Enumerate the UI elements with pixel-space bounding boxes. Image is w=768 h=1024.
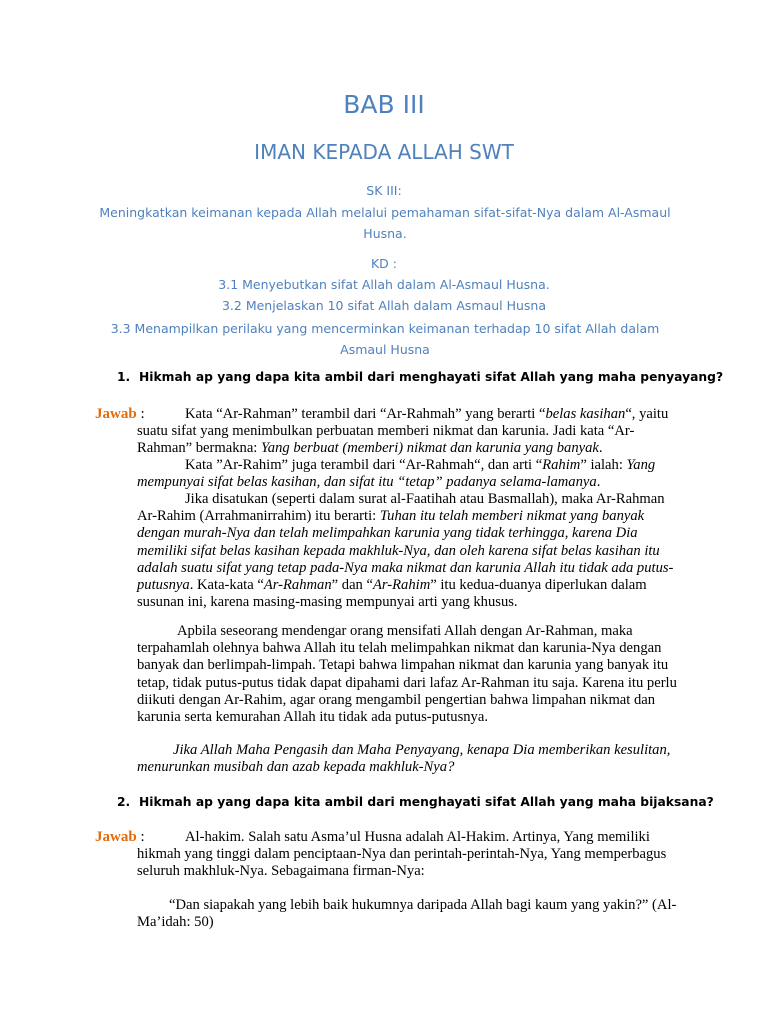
italic-run: Jika Allah Maha Pengasih dan Maha Penyayang, kenapa Dia memberikan kesulitan, menurunkan musibah dan azab kepada makhluk-Nya?	[137, 742, 671, 776]
text-run: .	[596, 474, 601, 491]
answer-paragraph	[137, 829, 682, 881]
text-run: Kata “Ar-Rahman” terambil dari “Ar-Rahmah” yang berarti “	[185, 406, 546, 422]
text-run: Al-hakim. Salah satu Asma’ul Husna adalah Al-Hakim. Artinya, Yang memiliki hikmah yang tinggi dalam penciptaan-Nya dan perintah-perintah-Nya, Yang memperbagus seluruh makhluk-Nya. Sebagaimana firman-Nya:	[137, 829, 667, 880]
text-run: ” ialah:	[580, 457, 627, 473]
question-1	[117, 370, 723, 384]
kd-item: 3.3 Menampilkan perilaku yang mencerminkan keimanan terhadap 10 sifat Allah dalam Asmaul Husna	[110, 321, 660, 357]
answer-paragraph	[137, 457, 682, 491]
italic-run: Yang mempunyai sifat belas kasihan, dan sifat itu “tetap” padanya selama-lamanya	[137, 457, 656, 491]
italic-run: Ar-Rahim	[372, 577, 431, 594]
text-run: . Kata-kata “	[189, 577, 264, 594]
text-run: “Dan siapakah yang lebih baik hukumnya daripada Allah bagi kaum yang yakin?” (Al-Ma’idah: 50)	[137, 897, 677, 931]
italic-run: Tuhan itu telah memberi nikmat yang banyak dengan murah-Nya dan telah melimpahkan karunia yang tidak terhingga, karena Dia memiliki sifat belas kasihan kepada makhluk-Nya, dan oleh karena sifat belas kasihan itu adalah suatu sifat yang tetap pada-Nya maka nikmat dan karunia Allah itu tidak ada putus-putusnya	[137, 508, 674, 594]
question-number: 1.	[117, 370, 131, 384]
answer-colon: :	[140, 406, 145, 422]
text-run: .	[598, 440, 603, 457]
text-run: Apbila seseorang mendengar orang mensifati Allah dengan Ar-Rahman, maka terpahamlah olehnya bahwa Allah itu telah melimpahkan nikmat dan karunia-Nya dengan banyak dan berlimpah-limpah. Tetapi bahwa limpahan nikmat dan karunia yang banyak itu tetap, tidak putus-putus tidak dapat dipahami dari lafaz Ar-Rahman itu saja. Karena itu perlu diikuti dengan Ar-Rahim, agar orang mengambil pengertian bahwa limpahan nikmat dan karunia serta kemurahan Allah itu tidak ada putus-putusnya.	[137, 623, 677, 726]
italic-run: belas kasihan	[545, 406, 626, 422]
answer-label-text: Jawab	[95, 829, 137, 845]
italic-run: Yang berbuat (memberi) nikmat dan karunia yang banyak	[261, 440, 599, 457]
text-run: “, yaitu suatu sifat yang menimbulkan perbuatan memberi nikmat dan karunia. Jadi kata “Ar-Rahman” bermakna:	[137, 406, 669, 457]
question-2	[117, 795, 714, 809]
answer-paragraph	[137, 742, 682, 776]
question-number: 2.	[117, 795, 131, 809]
sk-label: SK III:	[366, 183, 402, 198]
chapter-subtitle: IMAN KEPADA ALLAH SWT	[254, 140, 514, 164]
answer-colon: :	[140, 829, 145, 845]
quote-paragraph	[137, 897, 682, 931]
kd-item: 3.1 Menyebutkan sifat Allah dalam Al-Asmaul Husna.	[218, 277, 550, 292]
answer-paragraph	[137, 406, 682, 458]
question-text: Hikmah ap yang dapa kita ambil dari menghayati sifat Allah yang maha bijaksana?	[139, 795, 714, 809]
answer-paragraph	[137, 491, 682, 611]
answer-paragraph	[137, 623, 682, 726]
answer-label-text: Jawab	[95, 406, 137, 422]
italic-run: Rahim	[542, 457, 581, 473]
kd-label: KD :	[370, 256, 397, 271]
text-run: Jika disatukan (seperti dalam surat al-Faatihah atau Basmallah), maka Ar-Rahman Ar-Rahim (Arrahmanirrahim) itu berarti:	[137, 491, 665, 525]
text-run: Kata ”Ar-Rahim” juga terambil dari “Ar-Rahmah“, dan arti “	[185, 457, 543, 473]
sk-text: Meningkatkan keimanan kepada Allah melalui pemahaman sifat-sifat-Nya dalam Al-Asmaul Husna.	[99, 205, 671, 241]
question-text: Hikmah ap yang dapa kita ambil dari menghayati sifat Allah yang maha penyayang?	[139, 370, 724, 384]
chapter-title: BAB III	[343, 90, 425, 119]
text-run: ” dan “	[331, 577, 373, 594]
kd-item: 3.2 Menjelaskan 10 sifat Allah dalam Asmaul Husna	[221, 298, 547, 313]
italic-run: Ar-Rahman	[263, 577, 332, 594]
text-run: ” itu kedua-duanya diperlukan dalam susunan ini, karena masing-masing mempunyai arti yang khusus.	[137, 577, 647, 611]
